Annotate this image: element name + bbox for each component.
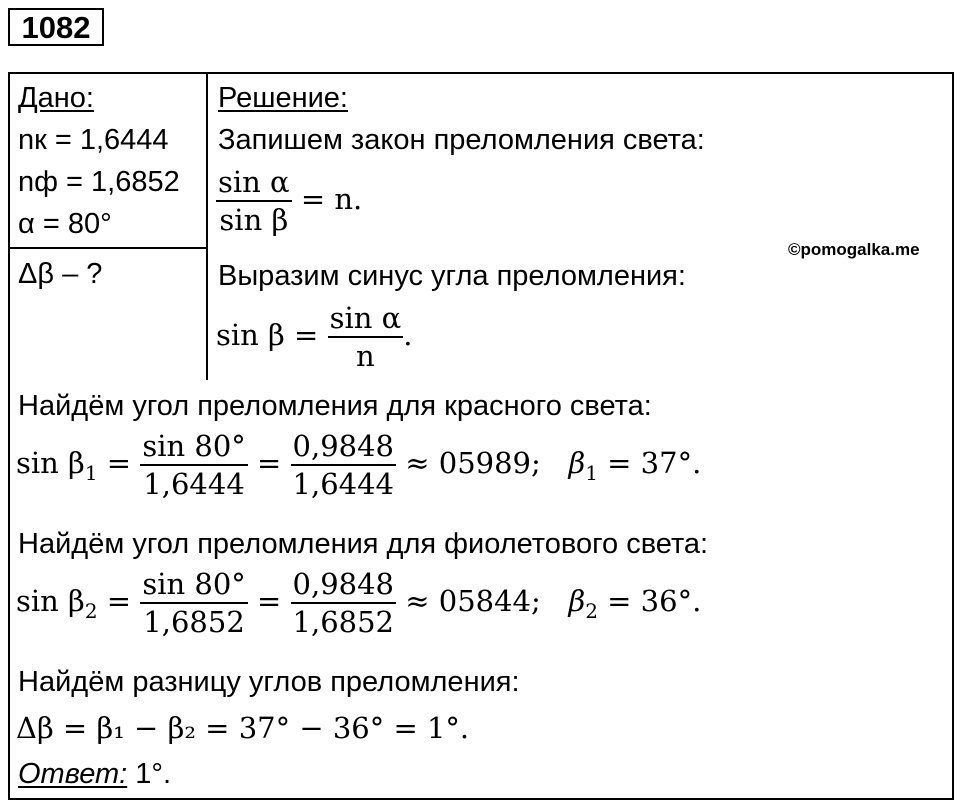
watermark: ©pomogalka.me [788,240,920,259]
approx-value: ≈ 05844; [405,584,541,618]
formula-lhs: sin β [16,584,85,618]
formula-lhs: sin β [16,446,85,480]
equals-sign: = [257,584,282,618]
equals-sign: = [106,446,132,480]
formula-lhs: sin β = [216,318,319,352]
given-alpha: α = 80° [18,208,112,240]
solution-line-2: Выразим синус угла преломления: [218,260,686,292]
solution-line-1: Запишем закон преломления света: [218,124,705,156]
approx-value: ≈ 05989; [405,446,541,480]
fraction-denominator: 1,6444 [292,467,395,501]
given-divider-horizontal [8,247,208,249]
fraction-denominator: sin β [219,203,289,237]
fraction-numerator: 0,9848 [291,566,396,604]
subscript: 1 [585,460,598,485]
given-find: Δβ – ? [18,258,103,290]
fraction-sin-ratio [216,164,292,238]
formula-violet-light [16,566,701,640]
subscript: 1 [84,460,98,485]
fraction-numerator: sin α [216,164,292,202]
solution-heading: Решение: [218,82,348,114]
formula-sin-beta [216,300,412,374]
subscript: 2 [585,598,598,623]
fraction-denominator: 1,6444 [143,467,245,501]
fraction-sin80-over-n [140,428,247,502]
given-n-violet: nф = 1,6852 [18,166,180,198]
fraction-sin80-over-n [140,566,247,640]
fraction-numerator: sin 80° [140,566,247,604]
solution-line-4: Найдём угол преломления для фиолетового света: [18,528,709,560]
angle-result: = 36°. [607,584,702,618]
fraction-denominator: 1,6852 [292,605,395,639]
formula-red-light [16,428,701,502]
fraction-value-over-n [291,566,396,640]
solution-line-5: Найдём разницу углов преломления: [18,666,520,698]
equals-sign: = [106,584,132,618]
fraction-sin-alpha-over-n [328,300,404,374]
fraction-denominator: 1,6852 [143,605,245,639]
given-heading: Дано: [18,82,94,114]
angle-result: = 37°. [607,446,702,480]
formula-rhs: = n. [300,182,363,216]
problem-number: 1082 [8,8,104,46]
beta-symbol: β [568,584,586,618]
solution-line-3: Найдём угол преломления для красного света: [18,390,652,422]
subscript: 2 [84,598,98,623]
formula-end: . [403,318,413,352]
answer-line [18,756,171,792]
fraction-numerator: sin 80° [140,428,247,466]
equals-sign: = [257,446,282,480]
fraction-numerator: 0,9848 [291,428,396,466]
fraction-numerator: sin α [328,300,404,338]
formula-angle-difference: Δβ = β₁ − β₂ = 37° − 36° = 1°. [16,711,470,745]
given-divider-vertical [206,72,208,380]
formula-refraction-law [216,164,362,238]
beta-symbol: β [568,446,586,480]
fraction-denominator: n [356,339,375,373]
answer-label: Ответ: [18,758,128,790]
fraction-value-over-n [291,428,396,502]
given-n-red: nк = 1,6444 [18,124,169,156]
answer-value: 1°. [127,758,172,790]
